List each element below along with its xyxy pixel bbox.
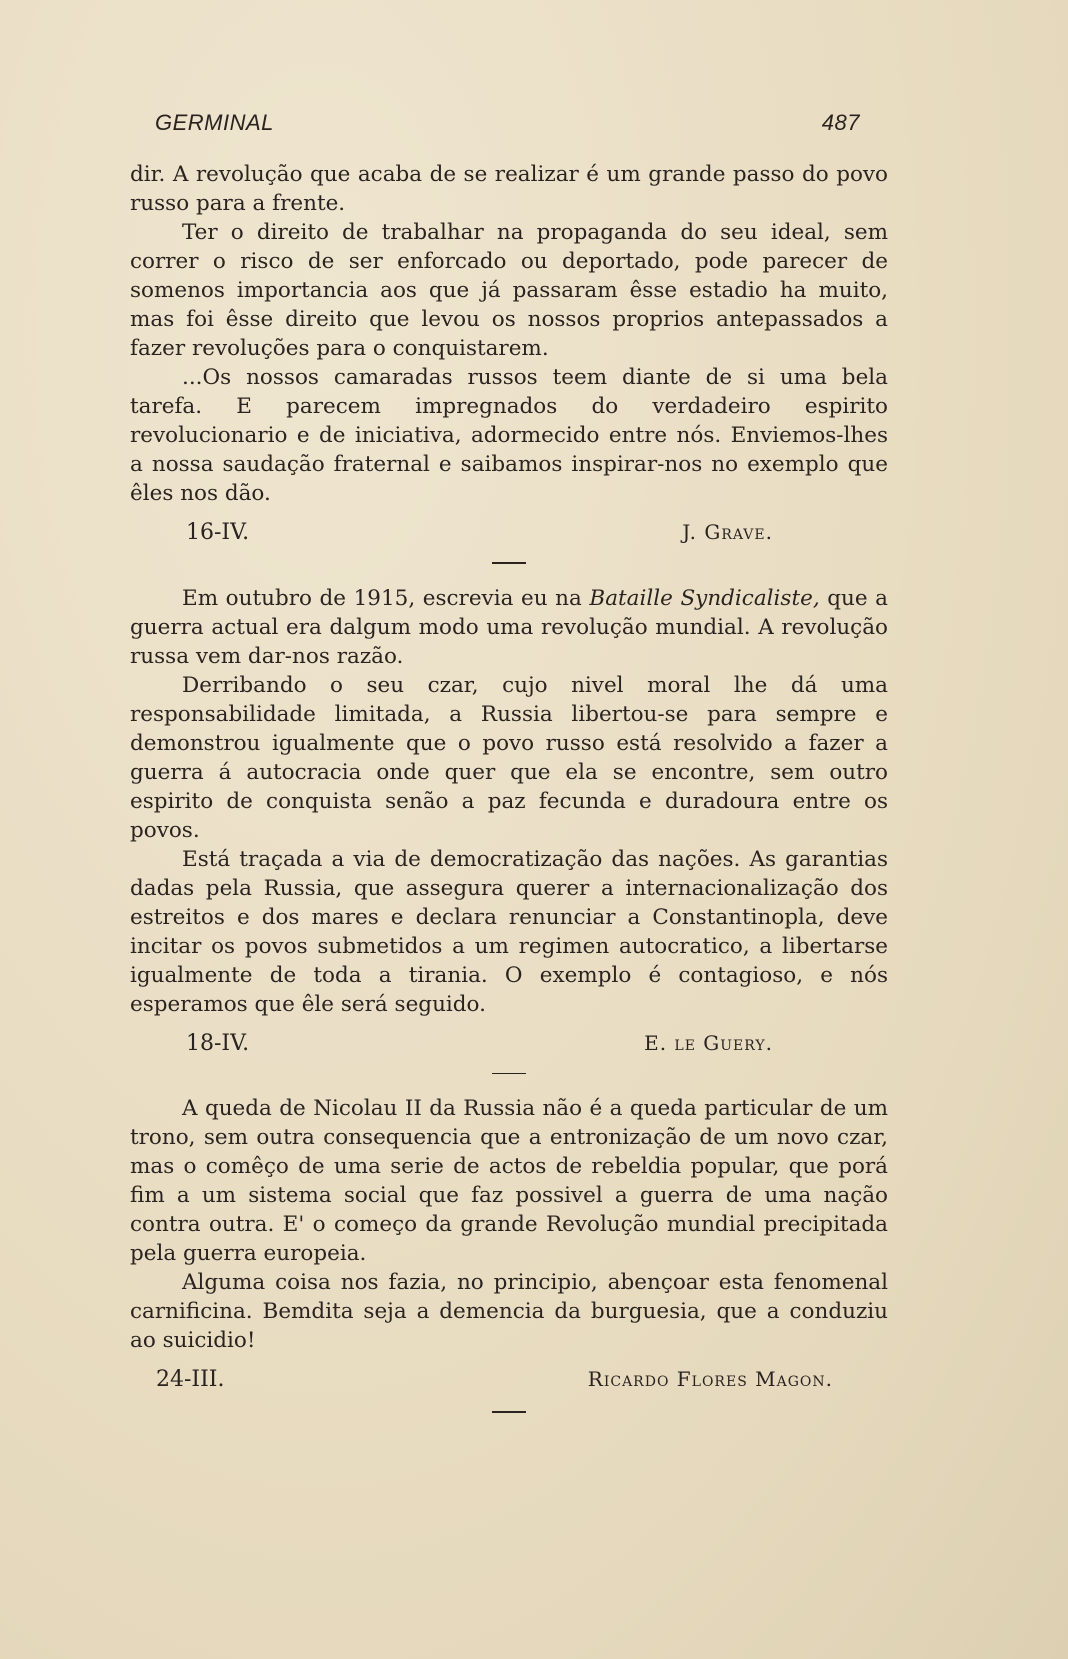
running-head-title: GERMINAL — [155, 110, 274, 135]
signature-date: 16-IV. — [186, 520, 250, 545]
signature-author: J. Grave. — [682, 520, 773, 544]
paragraph: Ter o direito de trabalhar na propaganda do seu ideal, sem correr o risco de ser enforcado ou deportado, pode parecer de somenos importancia aos que já passaram êsse estadio ha muito, mas foi êsse direito que levou os nossos proprios antepassados a fazer revoluções para o conquistarem. — [130, 220, 888, 361]
newspaper-title: Bataille Syndicaliste, — [589, 585, 820, 611]
signature-author: Ricardo Flores Magon. — [587, 1367, 833, 1391]
signature-line — [130, 1025, 888, 1061]
signature-line — [130, 514, 888, 550]
signature-author: E. le Guery. — [644, 1030, 773, 1055]
signature-date: 18-IV. — [186, 1030, 250, 1056]
paragraph-text: Em outubro de 1915, escrevia eu na — [182, 585, 590, 611]
section-divider — [492, 1411, 526, 1413]
section-divider — [492, 1073, 526, 1075]
paragraph: Alguma coisa nos fazia, no principio, abençoar esta fenomenal carnificina. Bemdita seja a demencia da burguesia, que a conduziu ao suicidio! — [130, 1270, 888, 1353]
page-number: 487 — [821, 110, 860, 135]
paragraph: dir. A revolução que acaba de se realizar é um grande passo do povo russo para a frente. — [130, 162, 888, 216]
paragraph-text: que a guerra actual era dalgum modo uma revolução mundial. A revolução russa vem dar-nos razão. — [130, 585, 888, 669]
paragraph: ...Os nossos camaradas russos teem diante de si uma bela tarefa. E parecem impregnados do verdadeiro espirito revolucionario e de iniciativa, adormecido entre nós. Enviemos-lhes a nossa saudação fraternal e saibamos inspirar-nos no exemplo que êles nos dão. — [130, 365, 888, 506]
paragraph: Está traçada a via de democratização das nações. As garantias dadas pela Russia, que assegura querer a internacionalização dos estreitos e dos mares e declara renunciar a Constantinopla, deve incitar os povos submetidos a um regimen autocratico, a libertarse igualmente de toda a tirania. O exemplo é contagioso, e nós esperamos que êle será seguido. — [130, 846, 888, 1017]
signature-line — [130, 1361, 888, 1397]
paragraph — [130, 584, 888, 671]
section-divider — [492, 562, 526, 564]
signature-date: 24-III. — [156, 1367, 225, 1392]
running-head — [155, 110, 890, 140]
page-body — [130, 160, 888, 1433]
paragraph: Derribando o seu czar, cujo nivel moral lhe dá uma responsabilidade limitada, a Russia libertou-se para sempre e demonstrou igualmente que o povo russo está resolvido a fazer a guerra á autocracia onde quer que ela se encontre, sem outro espirito de conquista senão a paz fecunda e duradoura entre os povos. — [130, 672, 888, 843]
paragraph: A queda de Nicolau II da Russia não é a queda particular de um trono, sem outra consequencia que a entronização de um novo czar, mas o comêço de uma serie de actos de rebeldia popular, que porá fim a um sistema social que faz possivel a guerra de uma nação contra outra. E' o começo da grande Revolução mundial precipitada pela guerra europeia. — [130, 1096, 888, 1266]
